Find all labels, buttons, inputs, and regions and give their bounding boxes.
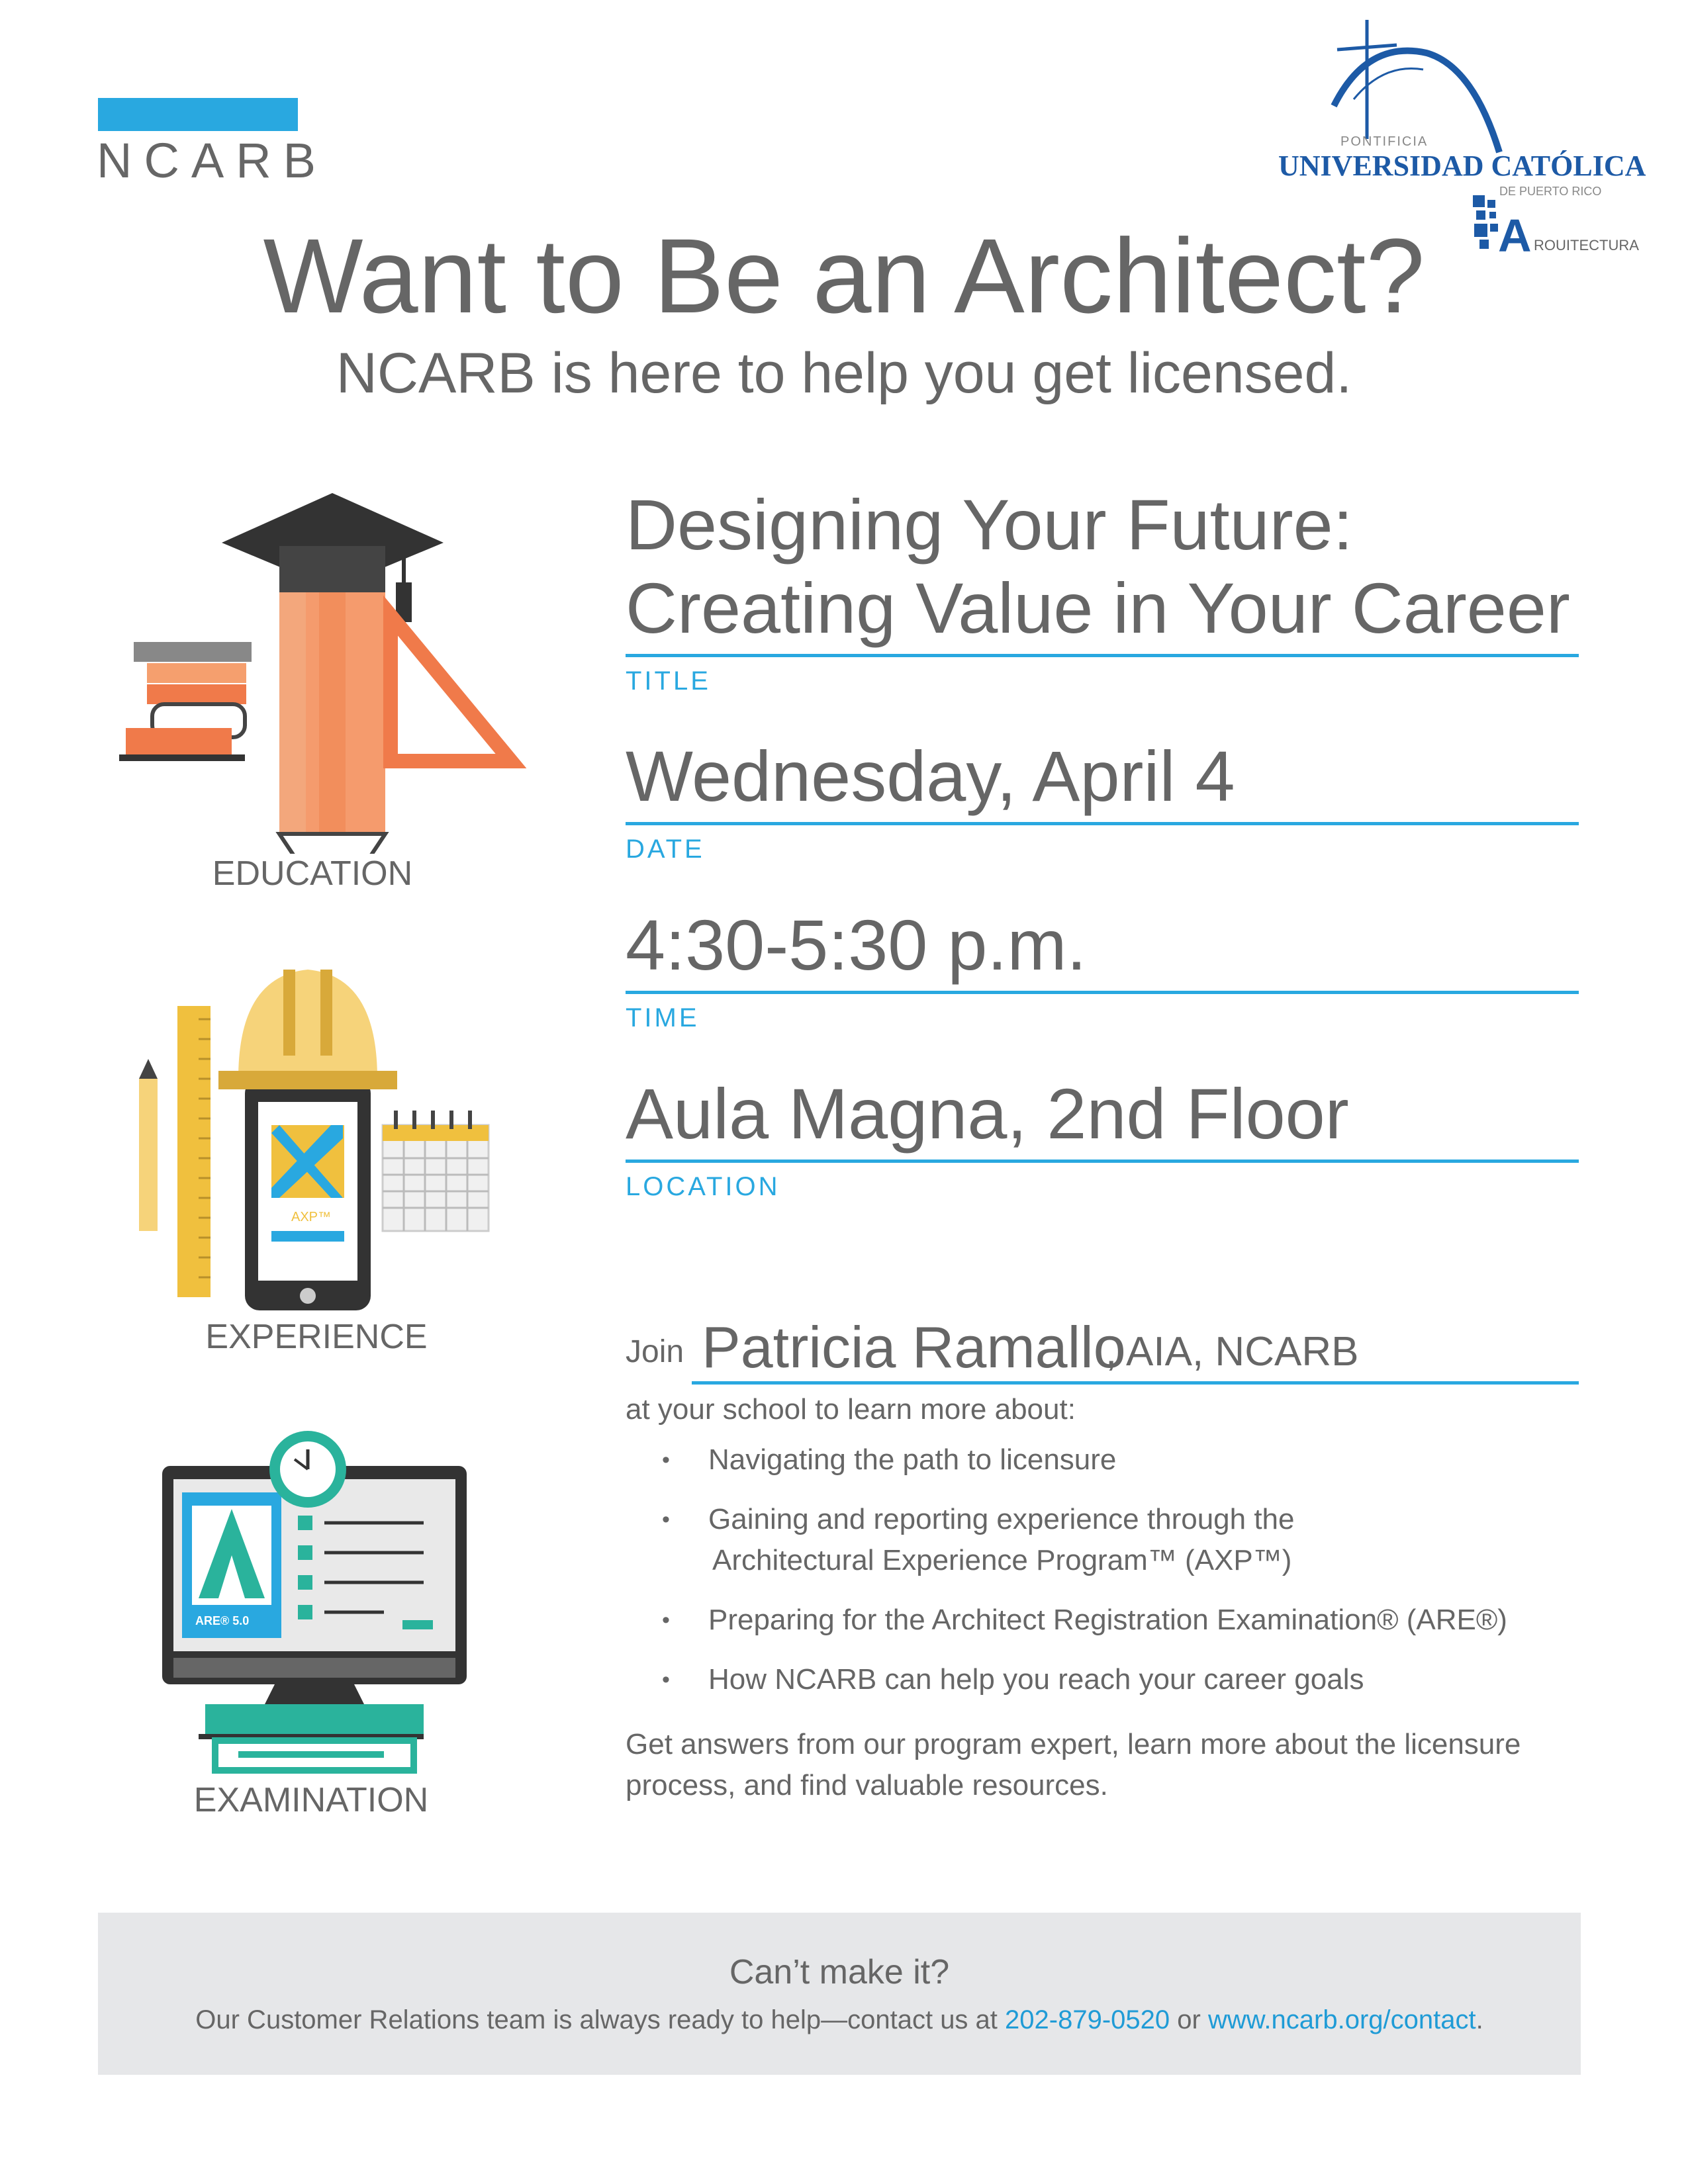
education-icon (106, 483, 530, 854)
date-label: DATE (626, 835, 705, 864)
logo-name-text: UNIVERSIDAD CATÓLICA (1278, 150, 1646, 182)
list-item: • How NCARB can help you reach your career goals (662, 1659, 1589, 1700)
experience-icon (132, 960, 503, 1317)
footer-text (98, 2005, 1581, 2035)
list-item-line2: Architectural Experience Program™ (AXP™) (712, 1544, 1292, 1576)
svg-text:A: A (1498, 210, 1532, 258)
footer-panel (98, 1913, 1581, 2075)
contact-url-link[interactable]: www.ncarb.org/contact (1207, 2005, 1476, 2034)
list-item-line1: Gaining and reporting experience through the (708, 1503, 1295, 1535)
category-education: EDUCATION (212, 854, 413, 893)
event-title-field (626, 483, 1579, 696)
phone-link[interactable]: 202-879-0520 (1005, 2005, 1170, 2034)
logo-sub-text: DE PUERTO RICO (1499, 185, 1602, 198)
list-item: • Preparing for the Architect Registration Examination® (ARE®) (662, 1600, 1589, 1641)
speaker-name: Patricia Ramallo (702, 1314, 1126, 1380)
time-label: TIME (626, 1003, 700, 1032)
footer-or: or (1177, 2005, 1201, 2034)
location-label: LOCATION (626, 1172, 780, 1201)
event-date-field (626, 735, 1579, 864)
title-rule (626, 654, 1579, 657)
location-rule (626, 1160, 1579, 1163)
list-item (662, 1499, 1589, 1540)
list-item-continuation (662, 1540, 1589, 1581)
ncarb-logo-text: NCARB (97, 133, 328, 188)
closing-paragraph: Get answers from our program expert, learn more about the licensure process, and find valuable resources. (626, 1728, 1521, 1801)
ncarb-logo-bar (98, 98, 298, 131)
logo-top-text: PONTIFICIA (1340, 134, 1429, 149)
intro-text: at your school to learn more about: (626, 1393, 1076, 1426)
headline: Want to Be an Architect? (263, 216, 1425, 335)
event-time: 4:30-5:30 p.m. (626, 905, 1087, 985)
date-rule (626, 822, 1579, 825)
topics-list (662, 1439, 1589, 1719)
event-time-field (626, 903, 1579, 1033)
subheadline: NCARB is here to help you get licensed. (336, 341, 1352, 405)
axp-text: AXP™ (291, 1210, 332, 1224)
are-text: ARE® 5.0 (195, 1614, 250, 1627)
event-title-line2: Creating Value in Your Career (626, 568, 1570, 648)
event-location: Aula Magna, 2nd Floor (626, 1073, 1349, 1154)
title-label: TITLE (626, 666, 711, 696)
footer-contact-text: Our Customer Relations team is always ready to help—contact us at (195, 2005, 998, 2034)
examination-icon (159, 1423, 477, 1780)
list-item: • Navigating the path to licensure (662, 1439, 1589, 1480)
speaker-rule (692, 1381, 1579, 1385)
category-experience: EXPERIENCE (205, 1318, 428, 1356)
event-location-field (626, 1072, 1579, 1202)
footer-title: Can’t make it? (729, 1953, 950, 1991)
logo-school-text: ROUITECTURA (1534, 237, 1639, 253)
event-title-line1: Designing Your Future: (626, 484, 1353, 565)
category-examination: EXAMINATION (193, 1781, 429, 1819)
join-word: Join (626, 1334, 684, 1369)
speaker-credentials: , AIA, NCARB (1105, 1329, 1359, 1375)
time-rule (626, 991, 1579, 994)
event-date: Wednesday, April 4 (626, 736, 1235, 816)
footer-period: . (1476, 2005, 1483, 2034)
